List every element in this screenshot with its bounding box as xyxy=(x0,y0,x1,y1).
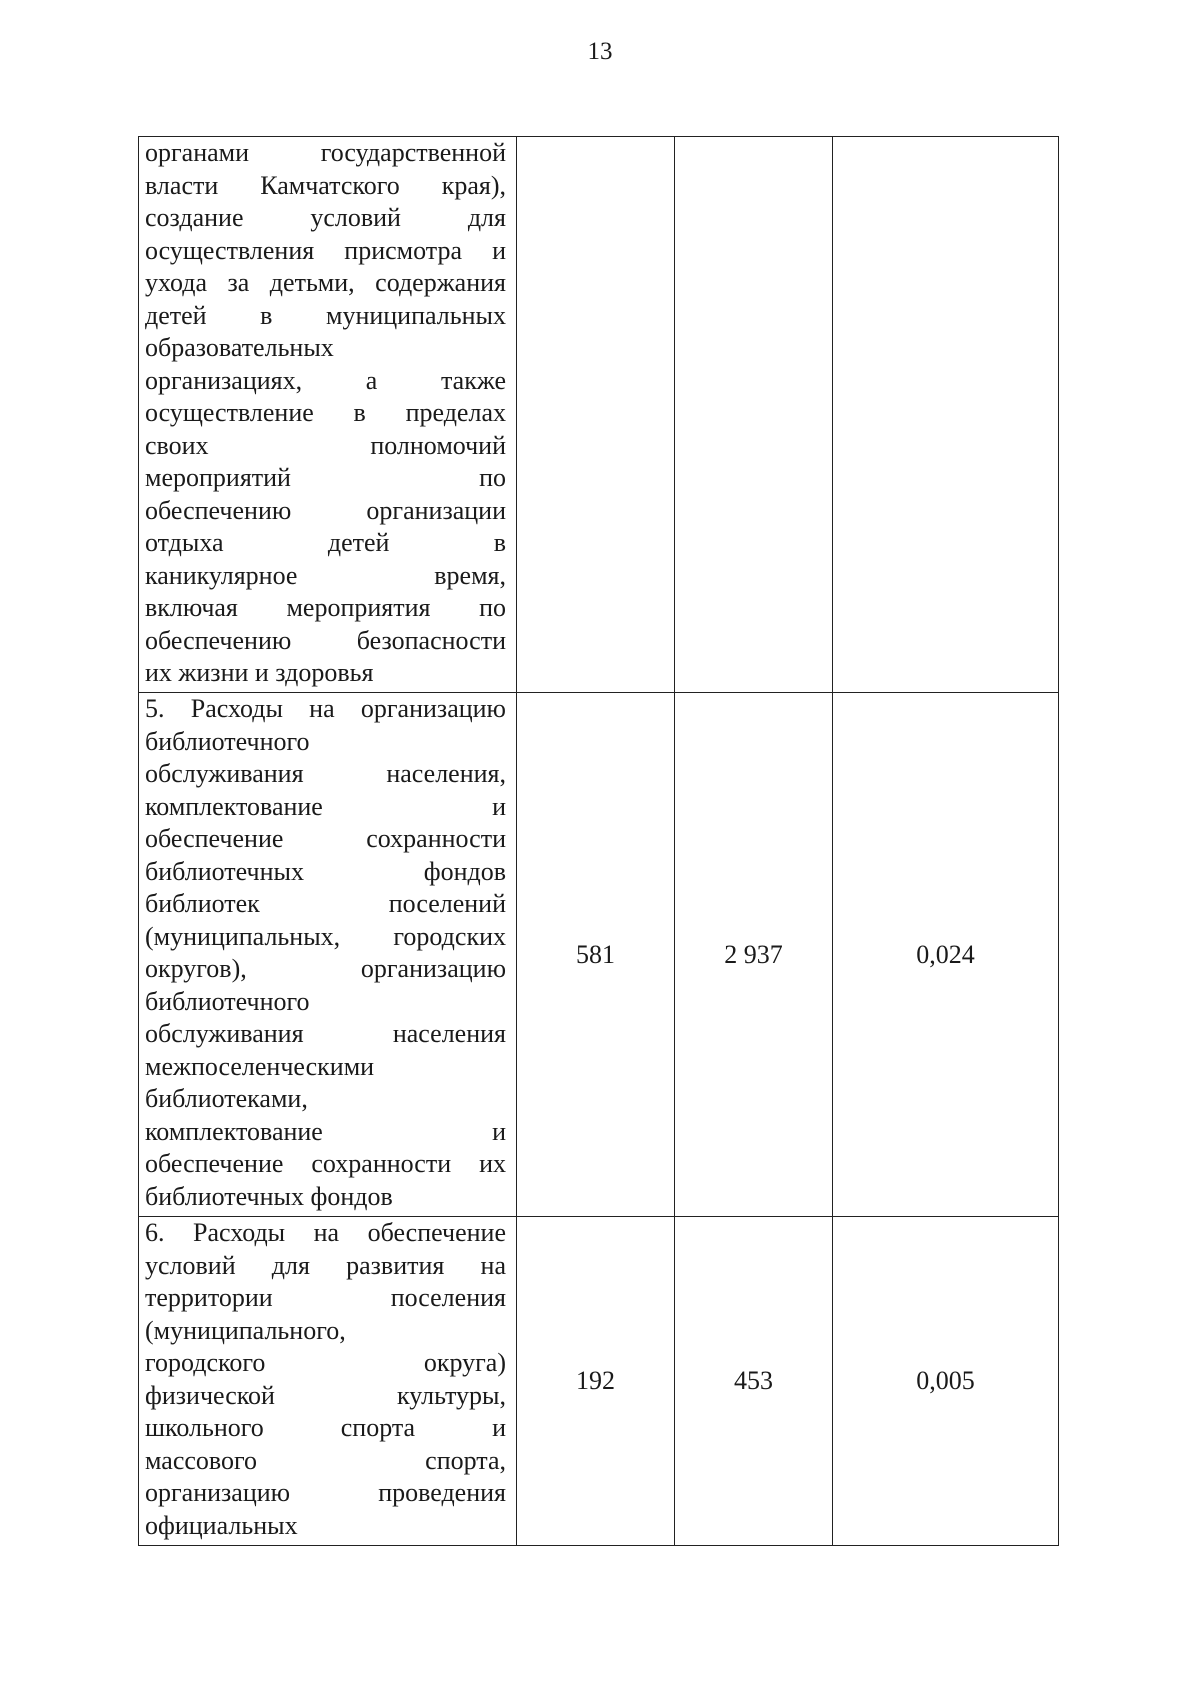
description-line: обслуживания населения, xyxy=(145,759,506,788)
description-line: библиотечного xyxy=(145,726,310,756)
description-line: своих полномочий xyxy=(145,430,506,460)
description-line: комплектование и xyxy=(145,791,506,821)
description-line: организациях, а также xyxy=(145,365,506,395)
description-line: обеспечение сохранности их xyxy=(145,1149,506,1178)
description-line: официальных xyxy=(145,1510,298,1540)
description-line: территории поселения xyxy=(145,1283,506,1312)
value-cell-1: 581 xyxy=(517,693,675,1217)
data-table xyxy=(138,136,1059,1546)
value-cell-3: 0,005 xyxy=(833,1217,1059,1546)
description-line: обеспечение сохранности xyxy=(145,824,506,853)
value-cell-1: 192 xyxy=(517,1217,675,1546)
table-row xyxy=(139,137,1059,693)
description-line: массового спорта, xyxy=(145,1445,506,1475)
description-line: образовательных xyxy=(145,333,334,362)
description-line: комплектование и xyxy=(145,1116,506,1146)
description-line: 5. Расходы на организацию xyxy=(145,694,506,723)
description-line: округов), организацию xyxy=(145,954,506,983)
description-line: детей в муниципальных xyxy=(145,300,506,330)
value-cell-3 xyxy=(833,137,1059,693)
row-description xyxy=(139,1217,517,1546)
page-number: 13 xyxy=(587,38,613,65)
description-line: обслуживания населения xyxy=(145,1019,506,1048)
value-cell-2: 2 937 xyxy=(675,693,833,1217)
table-row xyxy=(139,693,1059,1217)
row-description xyxy=(139,693,517,1217)
description-line: библиотечных фондов xyxy=(145,856,506,886)
description-line: физической культуры, xyxy=(145,1380,506,1410)
description-line: мероприятий по xyxy=(145,463,506,492)
description-line: школьного спорта и xyxy=(145,1413,506,1442)
description-line: обеспечению безопасности xyxy=(145,625,506,655)
value-cell-2: 453 xyxy=(675,1217,833,1546)
description-line: библиотек поселений xyxy=(145,889,506,918)
description-line: городского округа) xyxy=(145,1348,506,1377)
description-line: органами государственной xyxy=(145,138,506,167)
description-line: межпоселенческими xyxy=(145,1051,375,1081)
value-cell-3: 0,024 xyxy=(833,693,1059,1217)
description-line: каникулярное время, xyxy=(145,560,506,590)
description-line: создание условий для xyxy=(145,203,506,232)
description-line: включая мероприятия по xyxy=(145,593,506,622)
row-description xyxy=(139,137,517,693)
description-line: власти Камчатского края), xyxy=(145,170,506,200)
description-line: ухода за детьми, содержания xyxy=(145,268,506,297)
description-line: (муниципальных, городских xyxy=(145,921,506,951)
description-line: осуществления присмотра и xyxy=(145,235,506,265)
description-line: 6. Расходы на обеспечение xyxy=(145,1218,506,1247)
description-line: библиотечного xyxy=(145,986,310,1016)
description-line: их жизни и здоровья xyxy=(145,658,374,687)
value-cell-2 xyxy=(675,137,833,693)
description-line: библиотеками, xyxy=(145,1084,308,1113)
value-cell-1 xyxy=(517,137,675,693)
description-line: условий для развития на xyxy=(145,1250,506,1280)
description-line: организацию проведения xyxy=(145,1478,506,1507)
table-row xyxy=(139,1217,1059,1546)
description-line: библиотечных фондов xyxy=(145,1181,393,1211)
description-line: отдыха детей в xyxy=(145,528,506,557)
description-line: обеспечению организации xyxy=(145,495,506,525)
description-line: осуществление в пределах xyxy=(145,398,506,427)
description-line: (муниципального, xyxy=(145,1315,346,1345)
